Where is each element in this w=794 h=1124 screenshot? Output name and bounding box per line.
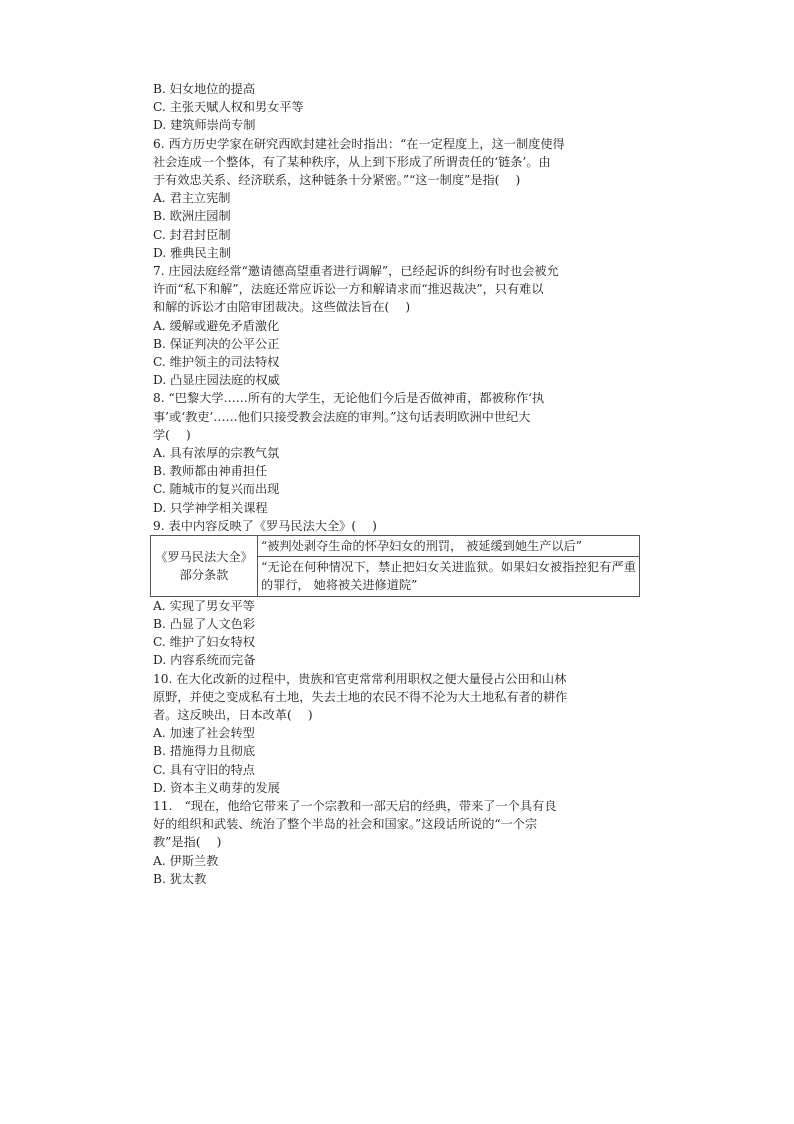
table-cell: “无论在何种情况下，禁止把妇女关进监狱。如果妇女被指控犯有严重的罪行， 她将被关进修道院” [258,557,640,596]
option-text: 欧洲庄园制 [169,209,231,224]
question-stem [153,517,643,535]
stem-line: 6. 西方历史学家在研究西欧封建社会时指出：“在一定程度上，这一制度使得 [153,136,565,151]
option-d[interactable] [153,371,643,389]
question-stem [153,670,643,725]
option-letter: A. [153,191,166,206]
option-a[interactable] [153,597,643,615]
stem-line: 9. 表中内容反映了《罗马民法大全》( ) [153,518,377,533]
question-10 [153,670,643,797]
question-list [153,80,643,888]
option-text: 封君封臣制 [169,227,231,242]
clause-table [150,535,640,597]
option-text: 具有浓厚的宗教气氛 [169,446,280,461]
question-7 [153,262,643,389]
option-text: 维护领主的司法特权 [169,355,280,370]
stem-line: 教”是指( ) [153,835,222,850]
question-5-tail [153,80,643,135]
stem-line: 于有效忠关系、经济联系，这种链条十分紧密。”“这一制度”是指( ) [153,173,521,188]
option-d[interactable] [153,779,643,797]
option-text: 缓解或避免矛盾激化 [169,318,280,333]
option-letter: A. [153,598,166,613]
stem-line: 和解的诉讼才由陪审团裁决。这些做法旨在( ) [153,300,411,315]
option-text: 保证判决的公平公正 [169,336,280,351]
option-b[interactable] [153,615,643,633]
option-text: 加速了社会转型 [169,726,255,741]
option-letter: D. [153,653,167,668]
option-a[interactable] [153,317,643,335]
option-text: 雅典民主制 [170,245,232,260]
option-c[interactable] [153,226,643,244]
question-9 [153,517,643,670]
option-text: 凸显庄园法庭的权威 [170,373,280,388]
option-b[interactable] [153,462,643,480]
option-a[interactable] [153,189,643,207]
option-text: 凸显了人文色彩 [169,616,256,631]
question-6 [153,135,643,262]
question-8 [153,389,643,516]
option-c[interactable] [153,480,643,498]
stem-line: 学( ) [153,427,191,442]
option-letter: B. [153,744,166,759]
option-b[interactable] [153,207,643,225]
question-stem [153,389,643,444]
option-letter: B. [153,616,166,631]
option-b[interactable] [153,742,643,760]
option-c[interactable] [153,353,643,371]
option-d[interactable] [153,244,643,262]
option-letter: B. [153,209,166,224]
option-a[interactable] [153,724,643,742]
option-letter: D. [153,373,167,388]
option-letter: D. [153,245,167,260]
stem-line: 10. 在大化改新的过程中，贵族和官吏常常利用职权之便大量侵占公田和山林 [153,671,567,686]
option-text: 措施得力且彻底 [169,744,256,759]
option-letter: C. [153,635,166,650]
option-letter: D. [153,118,167,133]
option-text: 维护了妇女特权 [169,635,255,650]
option-c[interactable] [153,633,643,651]
option-text: 犹太教 [169,871,207,886]
option-text: 内容系统而完备 [170,653,256,668]
option-text: 教师都由神甫担任 [169,464,268,479]
option-text: 妇女地位的提高 [169,82,256,96]
option-text: 具有守旧的特点 [169,762,255,777]
stem-line: 者。这反映出，日本改革( ) [153,707,313,722]
stem-line: 原野，并使之变成私有土地，失去土地的农民不得不沦为大土地私有者的耕作 [153,689,568,704]
option-letter: A. [153,446,166,461]
stem-line: 8. “巴黎大学……所有的大学生，无论他们今后是否做神甫，都被称作‘执 [153,391,545,406]
option-letter: A. [153,318,166,333]
option-letter: B. [153,82,166,96]
option-letter: D. [153,780,167,795]
question-stem [153,797,643,852]
option-text: 建筑师崇尚专制 [170,118,256,133]
option-text: 资本主义萌芽的发展 [170,780,280,795]
question-stem [153,135,643,190]
option-letter: B. [153,464,166,479]
option-b[interactable] [153,80,643,98]
option-a[interactable] [153,444,643,462]
option-text: 主张天赋人权和男女平等 [169,100,304,115]
option-text: 实现了男女平等 [169,598,255,613]
option-letter: C. [153,355,166,370]
option-c[interactable] [153,98,643,116]
option-letter: B. [153,871,166,886]
option-d[interactable] [153,499,643,517]
stem-line: 7. 庄园法庭经常“邀请德高望重者进行调解”，已经起诉的纠纷有时也会被允 [153,264,559,279]
option-a[interactable] [153,852,643,870]
table-header-cell: 《罗马民法大全》部分条款 [151,536,258,597]
option-letter: D. [153,500,167,515]
stem-line: 11. “现在，他给它带来了一个宗教和一部天启的经典，带来了一个具有良 [153,798,557,813]
stem-line: 许而“私下和解”，法庭还常应诉讼一方和解请求而“推迟裁决”，只有难以 [153,282,544,297]
option-d[interactable] [153,651,643,669]
option-letter: C. [153,100,166,115]
option-letter: C. [153,762,166,777]
option-letter: B. [153,336,166,351]
stem-line: 社会连成一个整体，有了某种秩序，从上到下形成了所谓责任的‘链条’。由 [153,154,551,169]
stem-line: 好的组织和武装、统治了整个半岛的社会和国家。”这段话所说的“一个宗 [153,817,538,832]
option-text: 君主立宪制 [169,191,231,206]
question-stem [153,262,643,317]
option-letter: C. [153,482,166,497]
table-cell: “被判处剥夺生命的怀孕妇女的刑罚， 被延缓到她生产以后” [258,536,640,557]
option-b[interactable] [153,870,643,888]
option-letter: A. [153,853,166,868]
option-letter: C. [153,227,166,242]
question-11 [153,797,643,888]
option-d[interactable] [153,116,643,134]
option-text: 只学神学相关课程 [170,500,268,515]
option-letter: A. [153,726,166,741]
option-b[interactable] [153,335,643,353]
option-text: 伊斯兰教 [169,853,219,868]
option-c[interactable] [153,761,643,779]
option-text: 随城市的复兴而出现 [169,482,280,497]
stem-line: 事’或‘教吏’……他们只接受教会法庭的审判。”这句话表明欧洲中世纪大 [153,409,531,424]
